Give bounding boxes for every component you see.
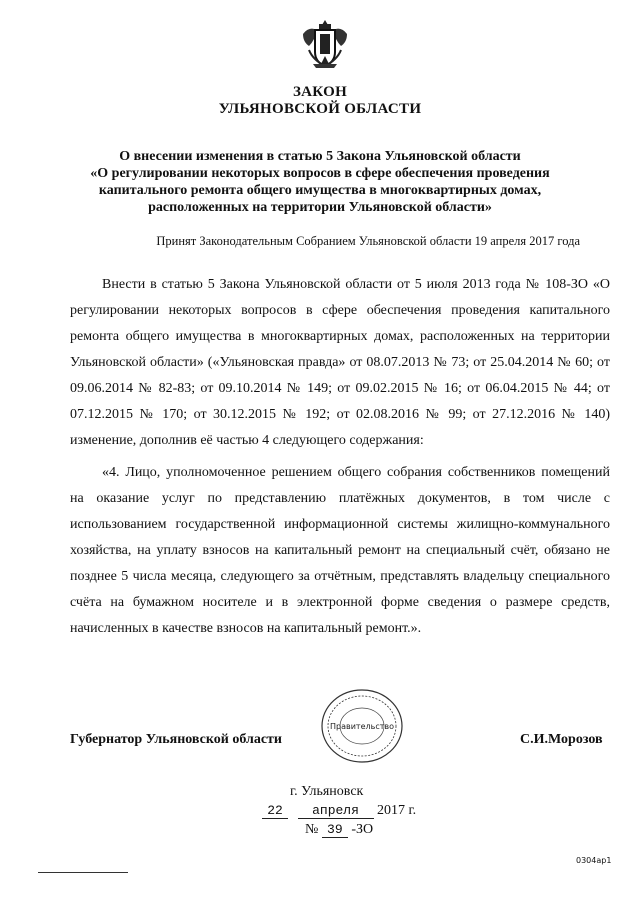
law-number-suffix: -ЗО bbox=[351, 822, 374, 837]
seal-text: Правительство bbox=[330, 722, 394, 731]
date-year: 2017 г. bbox=[377, 803, 417, 818]
place-city: г. Ульяновск bbox=[290, 784, 364, 799]
body-text bbox=[70, 272, 610, 642]
signatory-position: Губернатор Ульяновской области bbox=[70, 732, 282, 747]
body-paragraph-1: Внести в статью 5 Закона Ульяновской области от 5 июля 2013 года № 108-ЗО «О регулировании некоторых вопросов в сфере обеспечения проведения капитального ремонта общего имущества в многоквартирных домах, расположенных на территории Ульяновской области» («Ульяновская правда» от 08.07.2013 № 73; от 25.04.2014 № 60; от 09.06.2014 № 82-83; от 09.10.2014 № 149; от 09.02.2015 № 16; от 06.04.2015 № 44; от 07.12.2015 № 170; от 30.12.2015 № 192; от 02.08.2016 № 99; от 27.12.2016 № 140) изменение, дополнив её частью 4 следующего содержания: bbox=[70, 277, 610, 448]
date-month: апреля bbox=[298, 803, 374, 819]
coat-of-arms-emblem bbox=[299, 16, 351, 72]
official-seal-stamp bbox=[320, 688, 404, 764]
footer-rule bbox=[38, 872, 128, 873]
subject-line-3: капитального ремонта общего имущества в многоквартирных домах, bbox=[98, 183, 542, 198]
document-code: 0304ар1 bbox=[576, 856, 612, 865]
law-title-line1: ЗАКОН bbox=[292, 84, 348, 100]
law-number-prefix: № bbox=[305, 822, 319, 837]
body-paragraph-2: «4. Лицо, уполномоченное решением общего собрания собственников помещений на оказание услуг по представлению платёжных документов, в том числе с использованием государственной информационной системы жилищно-коммунального хозяйства, на уплату взносов на капитальный ремонт на специальный счёт, обязано не позднее 5 числа месяца, следующего за отчётным, представлять владельцу специального счёта на бумажном носителе и в электронной форме сведения о размере средств, начисленных в качестве взносов на капитальный ремонт.». bbox=[70, 465, 610, 636]
signatory-name: С.И.Морозов bbox=[520, 732, 603, 747]
subject-line-2: «О регулировании некоторых вопросов в сфере обеспечения проведения bbox=[90, 166, 550, 181]
subject-line-1: О внесении изменения в статью 5 Закона Ульяновской области bbox=[119, 149, 521, 164]
law-number bbox=[305, 822, 373, 838]
law-title-line2: УЛЬЯНОВСКОЙ ОБЛАСТИ bbox=[218, 101, 422, 117]
subject-line-4: расположенных на территории Ульяновской области» bbox=[148, 200, 492, 215]
adoption-note: Принят Законодательным Собранием Ульяновской области 19 апреля 2017 года bbox=[156, 234, 580, 248]
signing-date bbox=[262, 803, 416, 819]
date-day: 22 bbox=[262, 803, 288, 819]
law-number-value: 39 bbox=[322, 822, 348, 838]
